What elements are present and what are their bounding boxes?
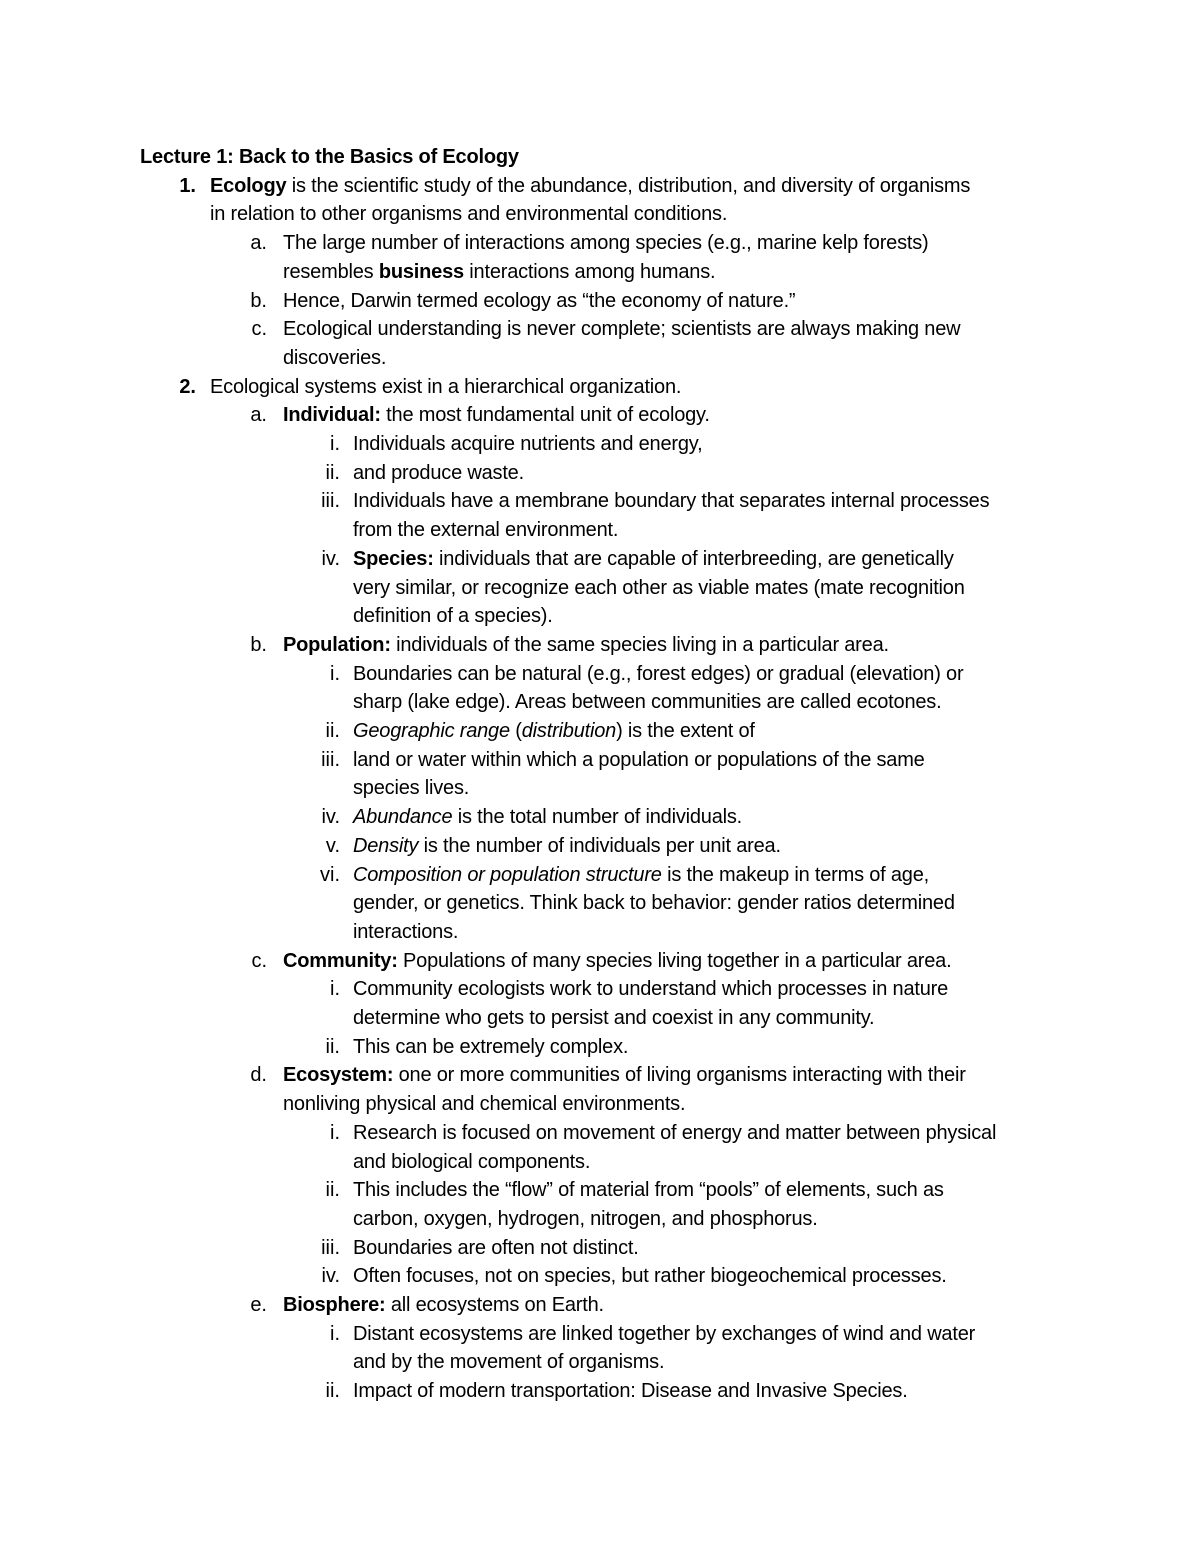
list-marker: i. xyxy=(330,433,340,455)
list-marker: i. xyxy=(330,1121,340,1144)
italic-term: distribution xyxy=(521,720,617,742)
list-marker: ii. xyxy=(325,1179,340,1202)
text-segment: Often focuses, not on species, but rather biogeochemical processes. xyxy=(353,1265,947,1288)
list-item-line xyxy=(353,1348,664,1376)
list-item-line xyxy=(283,631,889,659)
text-segment: This includes the “flow” of material from “pools” of elements, such as xyxy=(353,1179,944,1202)
text-segment: discoveries. xyxy=(283,346,387,369)
list-item-line xyxy=(353,545,954,573)
text-segment: interactions. xyxy=(353,920,459,943)
list-item-line xyxy=(283,1090,685,1118)
list-marker: i. xyxy=(330,978,340,1001)
text-segment: ) is the extent of xyxy=(616,720,755,742)
text-segment: Boundaries can be natural (e.g., forest edges) or gradual (elevation) or xyxy=(353,662,964,685)
list-marker: ii. xyxy=(325,720,340,742)
bold-term: Community: xyxy=(283,949,398,972)
list-item-line xyxy=(353,975,948,1003)
list-marker: iv. xyxy=(321,547,340,570)
text-segment: one or more communities of living organisms interacting with their xyxy=(393,1064,966,1087)
list-item-line xyxy=(353,430,702,458)
list-item-line xyxy=(210,172,970,200)
text-segment: and by the movement of organisms. xyxy=(353,1351,665,1374)
list-item-line xyxy=(353,774,469,802)
text-segment: definition of a species). xyxy=(353,605,553,628)
list-item-line xyxy=(353,1234,639,1262)
text-segment: Ecological systems exist in a hierarchical organization. xyxy=(210,375,682,398)
list-marker: i. xyxy=(330,1322,340,1345)
document-title: Lecture 1: Back to the Basics of Ecology xyxy=(140,146,519,168)
text-segment: Hence, Darwin termed ecology as “the economy of nature.” xyxy=(283,289,796,312)
bold-term: Ecology xyxy=(210,174,287,197)
list-item-line xyxy=(353,459,524,487)
text-segment: Individuals have a membrane boundary that separates internal processes xyxy=(353,490,990,513)
text-segment: This can be extremely complex. xyxy=(353,1035,629,1058)
text-segment: Boundaries are often not distinct. xyxy=(353,1236,639,1259)
list-item-line xyxy=(353,1004,874,1032)
text-segment: gender, or genetics. Think back to behavior: gender ratios determined xyxy=(353,892,955,915)
text-segment: determine who gets to persist and coexist in any community. xyxy=(353,1007,875,1029)
list-marker: d. xyxy=(250,1064,267,1087)
bold-term: Ecosystem: xyxy=(283,1064,394,1087)
list-marker: ii. xyxy=(325,1380,340,1403)
list-item-line xyxy=(353,861,929,889)
list-item-line xyxy=(353,1320,975,1348)
text-segment: carbon, oxygen, hydrogen, nitrogen, and phosphorus. xyxy=(353,1207,818,1230)
list-marker: iv. xyxy=(321,1265,340,1288)
list-item-line xyxy=(283,229,929,257)
italic-term: Geographic range xyxy=(353,720,510,742)
text-segment: very similar, or recognize each other as viable mates (mate recognition xyxy=(353,576,965,599)
list-item-line xyxy=(283,947,951,975)
bold-term: Species: xyxy=(353,547,434,570)
list-item-line xyxy=(353,746,925,774)
text-segment: from the external environment. xyxy=(353,519,619,542)
text-segment: and biological components. xyxy=(353,1150,591,1173)
italic-term: Composition or population structure xyxy=(353,863,662,886)
list-item-line xyxy=(283,401,710,429)
list-marker: i. xyxy=(330,662,340,685)
list-item-line xyxy=(283,258,715,286)
list-marker: 2. xyxy=(179,375,196,398)
list-item-line xyxy=(353,516,618,544)
list-item-line xyxy=(353,1205,818,1233)
list-marker: ii. xyxy=(325,1035,340,1058)
list-item-line xyxy=(210,373,681,401)
list-marker: iii. xyxy=(321,1236,340,1259)
text-segment: and produce waste. xyxy=(353,461,524,484)
bold-term: business xyxy=(378,260,464,283)
bold-term: Biosphere: xyxy=(283,1294,386,1316)
text-segment: Ecological understanding is never complete; scientists are always making new xyxy=(283,318,961,341)
list-item-line xyxy=(353,1176,944,1204)
list-marker: vi. xyxy=(320,863,340,886)
list-item-line xyxy=(353,1377,908,1405)
text-segment: Impact of modern transportation: Disease and Invasive Species. xyxy=(353,1380,908,1403)
list-item-line xyxy=(353,717,755,745)
list-item-line xyxy=(353,1119,996,1147)
list-marker: b. xyxy=(250,289,267,312)
text-segment: individuals of the same species living in a particular area. xyxy=(390,633,889,656)
text-segment: Individuals acquire nutrients and energy, xyxy=(353,433,703,455)
text-segment: sharp (lake edge). Areas between communities are called ecotones. xyxy=(353,691,942,714)
text-segment: Community ecologists work to understand which processes in nature xyxy=(353,978,949,1001)
list-item-line xyxy=(283,344,386,372)
list-item-line xyxy=(353,487,989,515)
text-segment: Distant ecosystems are linked together by exchanges of wind and water xyxy=(353,1322,976,1345)
italic-term: Abundance xyxy=(353,806,453,829)
text-segment: species lives. xyxy=(353,777,470,800)
list-marker: iii. xyxy=(321,490,340,513)
list-item-line xyxy=(210,200,727,228)
text-segment: in relation to other organisms and environmental conditions. xyxy=(210,203,728,226)
text-segment: is the scientific study of the abundance, distribution, and diversity of organisms xyxy=(286,174,971,197)
list-marker: v. xyxy=(325,834,340,857)
text-segment: land or water within which a population or populations of the same xyxy=(353,748,925,771)
list-item-line xyxy=(353,688,941,716)
text-segment: individuals that are capable of interbreeding, are genetically xyxy=(433,547,954,570)
list-item-line xyxy=(353,602,553,630)
list-marker: c. xyxy=(251,949,267,972)
list-marker: a. xyxy=(250,232,267,255)
list-marker: iv. xyxy=(321,806,340,829)
list-item-line xyxy=(283,287,795,315)
list-item-line xyxy=(283,1061,966,1089)
list-marker: iii. xyxy=(321,748,340,771)
list-marker: e. xyxy=(250,1294,267,1316)
text-segment: is the total number of individuals. xyxy=(452,806,743,829)
list-item-line xyxy=(353,803,742,831)
bold-term: Individual: xyxy=(283,404,381,427)
text-segment: is the number of individuals per unit area. xyxy=(418,834,781,857)
list-item-line xyxy=(353,1148,590,1176)
list-item-line xyxy=(283,315,960,343)
text-segment: resembles xyxy=(283,260,379,283)
text-segment: interactions among humans. xyxy=(463,260,716,283)
text-segment: ( xyxy=(509,720,522,742)
text-segment: Research is focused on movement of energy and matter between physical xyxy=(353,1121,997,1144)
list-marker: b. xyxy=(250,633,267,656)
list-item-line xyxy=(353,1262,947,1290)
list-marker: c. xyxy=(251,318,267,341)
text-segment: Populations of many species living together in a particular area. xyxy=(397,949,952,972)
list-item-line xyxy=(353,1033,628,1061)
italic-term: Density xyxy=(353,834,419,857)
list-item-line xyxy=(353,889,955,917)
text-segment: nonliving physical and chemical environments. xyxy=(283,1093,686,1116)
list-marker: a. xyxy=(250,404,267,427)
list-item-line xyxy=(353,832,781,860)
bold-term: Population: xyxy=(283,633,391,656)
text-segment: all ecosystems on Earth. xyxy=(385,1294,604,1316)
list-item-line xyxy=(353,660,963,688)
text-segment: The large number of interactions among species (e.g., marine kelp forests) xyxy=(283,232,929,255)
text-segment: the most fundamental unit of ecology. xyxy=(380,404,710,427)
list-item-line xyxy=(353,918,458,946)
list-marker: 1. xyxy=(179,174,196,197)
list-item-line xyxy=(353,574,965,602)
text-segment: is the makeup in terms of age, xyxy=(661,863,930,886)
list-item-line xyxy=(283,1291,604,1319)
list-marker: ii. xyxy=(325,461,340,484)
